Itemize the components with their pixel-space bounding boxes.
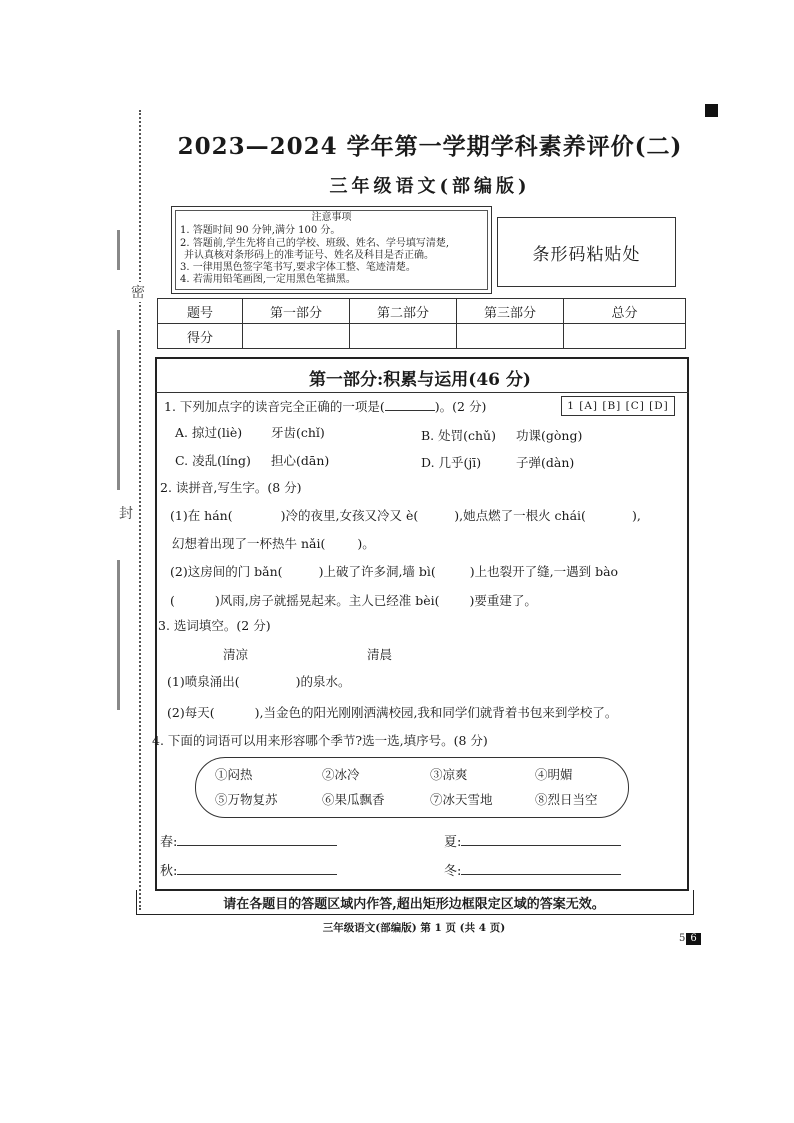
word-bank-item: ⑥果瓜飘香 <box>322 792 385 807</box>
page-tab-total: 6 <box>686 933 700 945</box>
notice-item: 并认真核对条形码上的准考证号、姓名及科目是否正确。 <box>184 249 434 261</box>
question-2-line: ( )风雨,房子就摇晃起来。主人已经准 bèi( )要重建了。 <box>170 593 537 608</box>
binding-char-mi: 密 <box>131 282 145 302</box>
answer-line[interactable] <box>177 874 337 875</box>
barcode-area <box>497 217 676 287</box>
score-row-label: 得分 <box>158 324 243 349</box>
notice-item: 2. 答题前,学生先将自己的学校、班级、姓名、学号填写清楚, <box>180 237 450 249</box>
score-cell[interactable] <box>350 324 457 349</box>
page-number: 三年级语文(部编版) 第 1 页 (共 4 页) <box>322 922 506 934</box>
answer-choice-box[interactable]: 1 [A] [B] [C] [D] <box>561 396 675 416</box>
score-header-cell: 第一部分 <box>243 299 350 324</box>
season-spring: 春: <box>160 831 337 850</box>
footer-note: 请在各题目的答题区域内作答,超出矩形边框限定区域的答案无效。 <box>223 897 605 912</box>
question-2-line: (2)这房间的门 bǎn( )上破了许多洞,墙 bì( )上也裂开了缝,一遇到 bào <box>170 564 619 579</box>
score-header-cell: 第二部分 <box>350 299 457 324</box>
binding-dotted-line <box>139 110 141 910</box>
binding-char-feng: 封 <box>119 503 133 523</box>
word-bank-item: ⑦冰天雪地 <box>430 792 493 807</box>
option-b-2: 功课(gòng) <box>516 428 583 443</box>
word-choice: 清晨 <box>367 647 393 662</box>
answer-line[interactable] <box>461 845 621 846</box>
season-summer: 夏: <box>444 831 621 850</box>
answer-blank[interactable] <box>385 410 435 411</box>
barcode-label: 条形码粘贴处 <box>532 244 641 265</box>
option-c-1: C. 凌乱(líng) <box>175 453 251 468</box>
word-bank-item: ②冰冷 <box>322 767 360 782</box>
page-tab-current: 5 <box>679 933 686 944</box>
score-cell[interactable] <box>457 324 564 349</box>
exam-title: 2023—2024 学年第一学期学科素养评价(二) <box>177 133 683 160</box>
question-4-stem: 4. 下面的词语可以用来形容哪个季节?选一选,填序号。(8 分) <box>152 733 488 748</box>
notice-box <box>171 206 492 294</box>
season-autumn: 秋: <box>160 860 337 879</box>
option-d-1: D. 几乎(jī) <box>421 455 482 470</box>
question-2-line: 幻想着出现了一杯热牛 nǎi( )。 <box>172 536 375 551</box>
option-d-2: 子弹(dàn) <box>516 455 575 470</box>
answer-line[interactable] <box>461 874 621 875</box>
score-cell[interactable] <box>564 324 686 349</box>
answer-line[interactable] <box>177 845 337 846</box>
binding-edge-mark <box>117 330 120 490</box>
exam-subtitle: 三年级语文(部编版) <box>329 176 531 197</box>
notice-title: 注意事项 <box>311 212 352 223</box>
option-c-2: 担心(dān) <box>271 453 330 468</box>
page-tab <box>678 933 708 945</box>
score-header-cell: 第三部分 <box>457 299 564 324</box>
word-bank-item: ⑧烈日当空 <box>535 792 598 807</box>
score-cell[interactable] <box>243 324 350 349</box>
question-2-stem: 2. 读拼音,写生字。(8 分) <box>160 480 302 495</box>
score-table <box>157 298 686 349</box>
corner-registration-mark <box>705 104 718 117</box>
question-3-stem: 3. 选词填空。(2 分) <box>158 618 271 633</box>
question-3-line: (1)喷泉涌出( )的泉水。 <box>167 674 351 689</box>
notice-item: 4. 若需用铅笔画图,一定用黑色笔描黑。 <box>180 274 356 286</box>
word-choice: 清凉 <box>223 647 249 662</box>
word-bank-item: ④明媚 <box>535 767 573 782</box>
notice-item: 3. 一律用黑色签字笔书写,要求字体工整、笔迹清楚。 <box>180 262 416 274</box>
section-one-title: 第一部分:积累与运用(46 分) <box>309 370 531 390</box>
option-b-1: B. 处罚(chǔ) <box>421 428 496 443</box>
option-a-2: 牙齿(chǐ) <box>271 425 325 440</box>
word-bank-item: ③凉爽 <box>430 767 468 782</box>
question-1-stem: 1. 下列加点字的读音完全正确的一项是( )。(2 分) <box>164 399 487 414</box>
season-winter: 冬: <box>444 860 621 879</box>
notice-item: 1. 答题时间 90 分钟,满分 100 分。 <box>180 225 341 237</box>
section-title-rule <box>155 392 689 393</box>
score-header-cell: 题号 <box>158 299 243 324</box>
word-bank-item: ①闷热 <box>215 767 253 782</box>
question-3-line: (2)每天( ),当金色的阳光刚刚洒满校园,我和同学们就背着书包来到学校了。 <box>167 705 618 720</box>
option-a-1: A. 掠过(liè) <box>175 425 243 440</box>
score-header-cell: 总分 <box>564 299 686 324</box>
word-bank-item: ⑤万物复苏 <box>215 792 278 807</box>
binding-edge-mark <box>117 560 120 710</box>
question-2-line: (1)在 hán( )冷的夜里,女孩又冷又 è( ),她点燃了一根火 chái( ), <box>170 508 641 523</box>
binding-edge-mark <box>117 230 120 270</box>
